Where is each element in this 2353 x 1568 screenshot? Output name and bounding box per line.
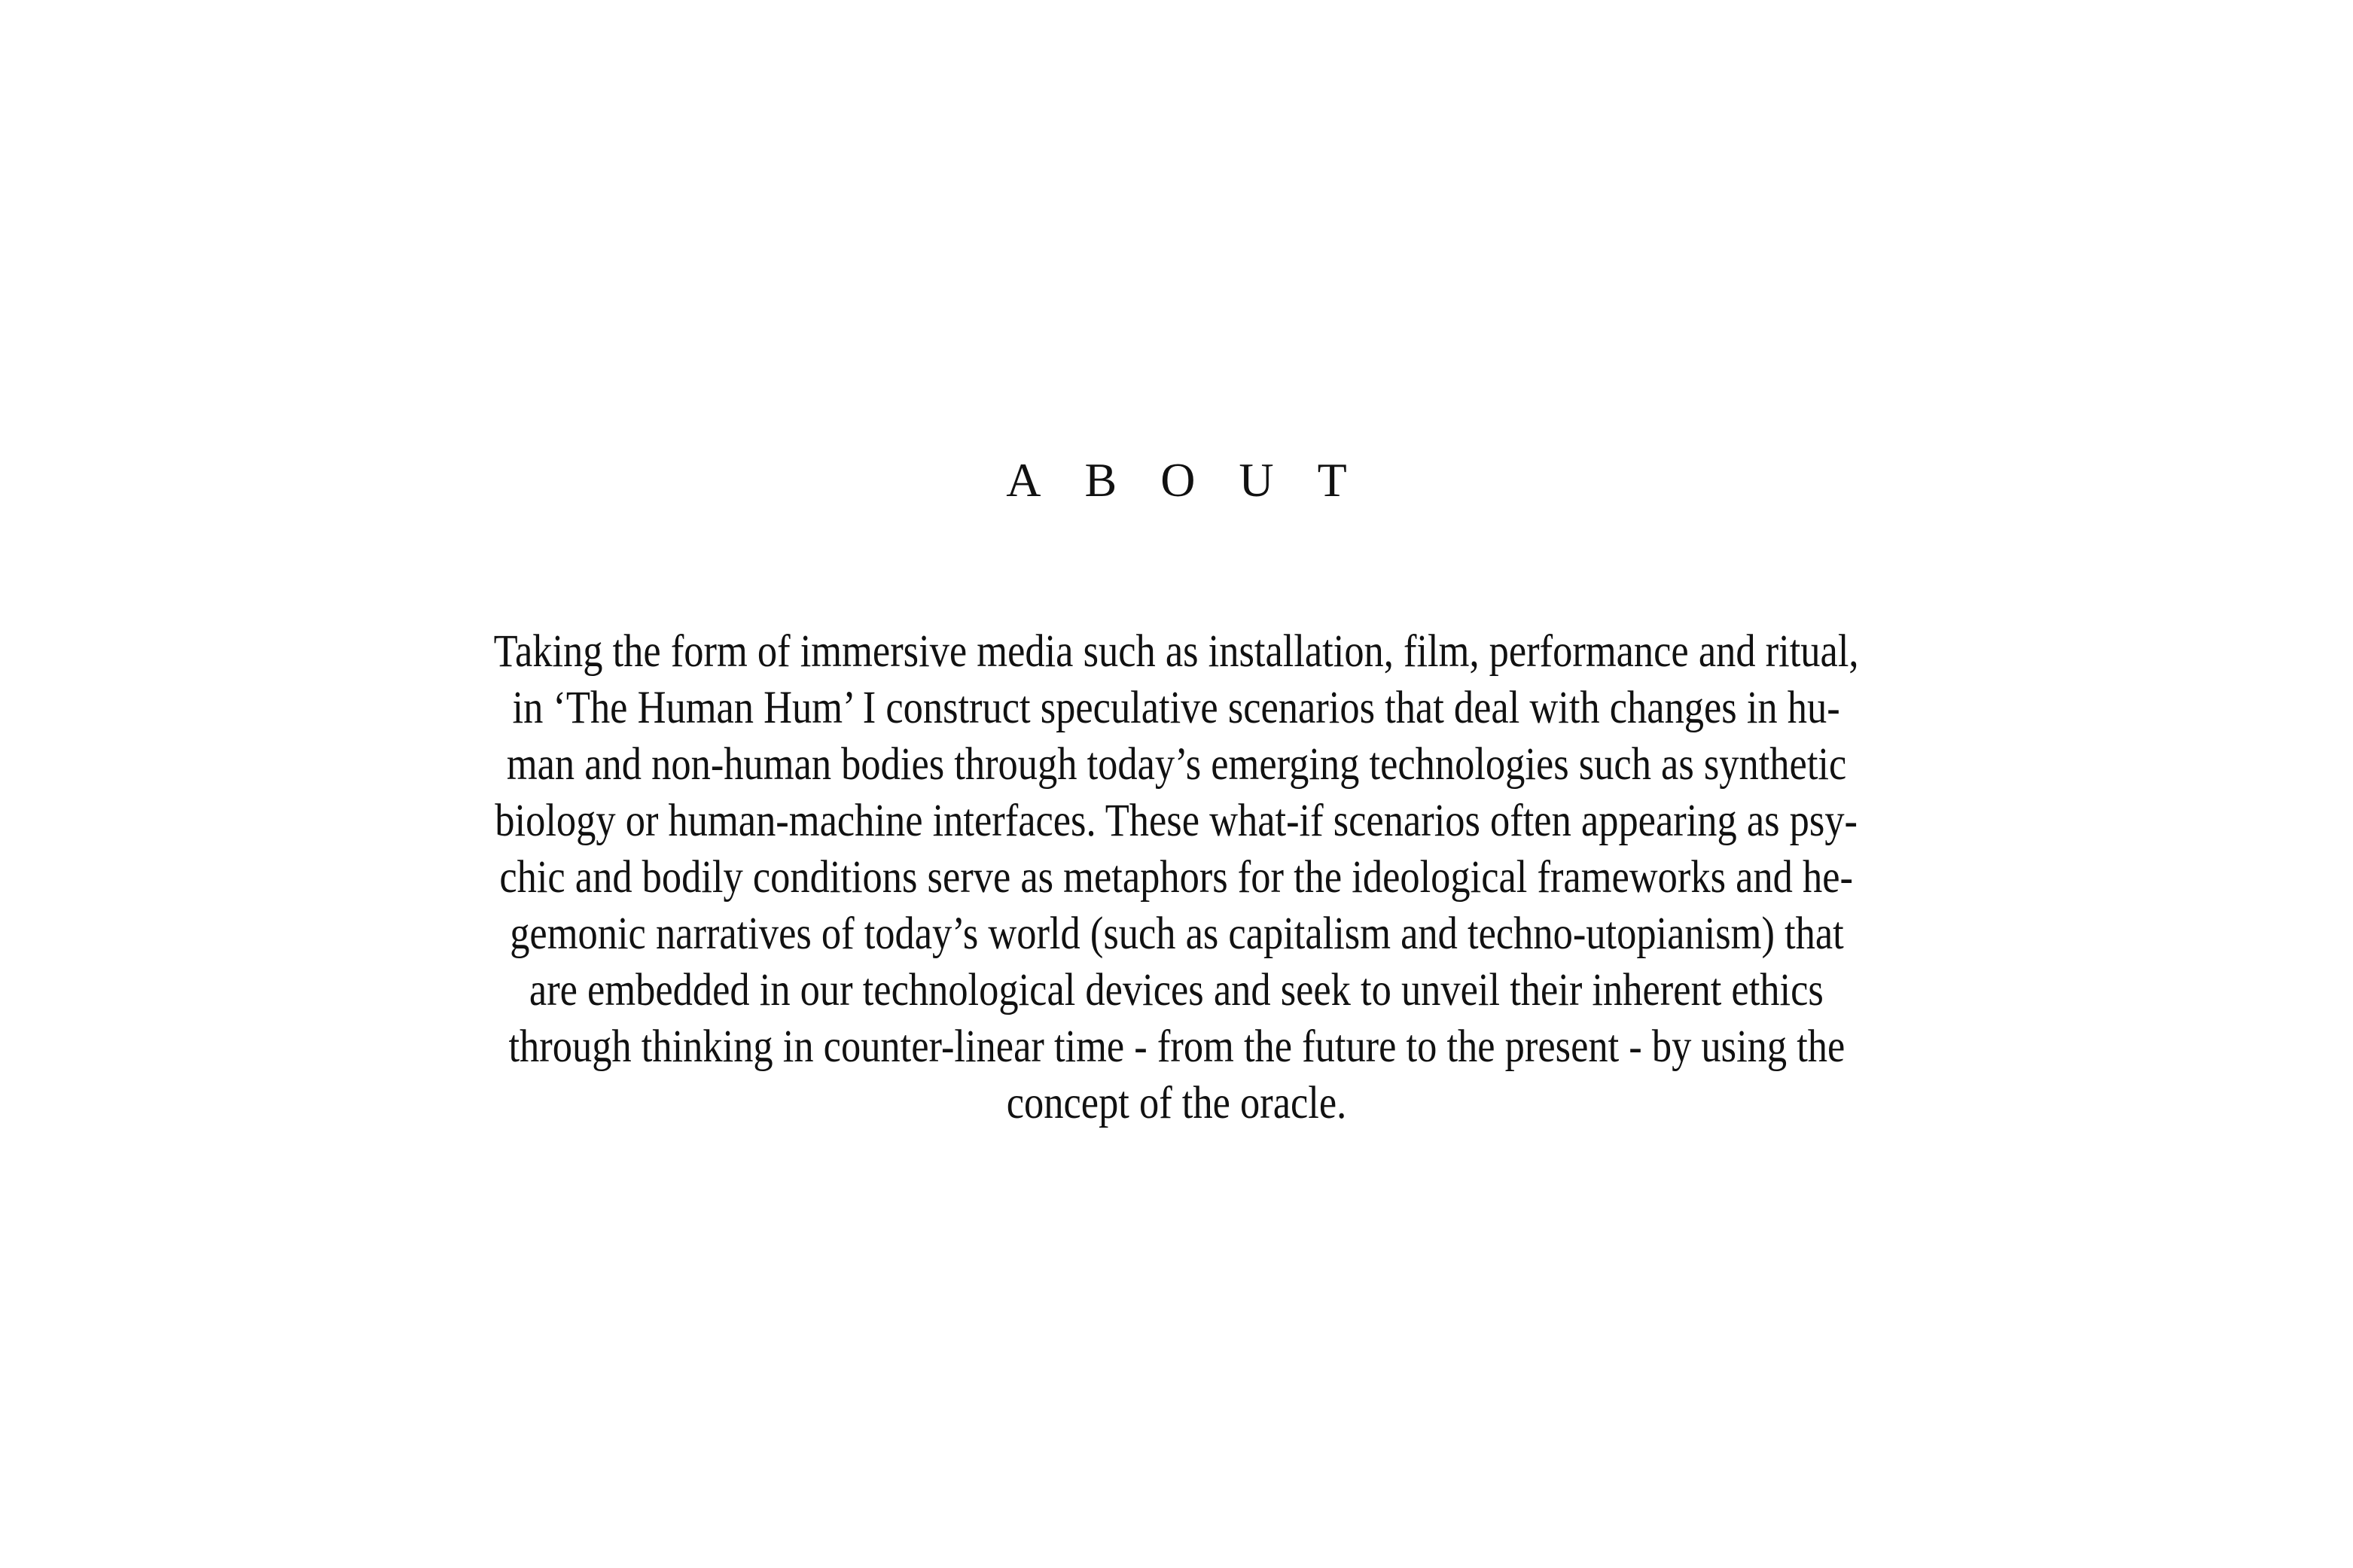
paragraph-line-text: biology or human-machine interfaces. These what-if scenarios often appearing as psy- (495, 796, 1858, 846)
paragraph-line-text: chic and bodily conditions serve as metaphors for the ideological frameworks and he- (499, 852, 1854, 903)
paragraph-line (0, 1018, 2353, 1075)
paragraph-line (0, 623, 2353, 680)
paragraph-line (0, 849, 2353, 906)
paragraph-line-text: through thinking in counter-linear time - from the future to the present - by using the (508, 1021, 1845, 1072)
paragraph-line (0, 680, 2353, 736)
paragraph-line-text: gemonic narratives of today’s world (such as capitalism and techno-utopianism) that (509, 909, 1844, 959)
paragraph-line (0, 736, 2353, 793)
paragraph-line (0, 1075, 2353, 1131)
paragraph-line (0, 962, 2353, 1018)
paragraph-line (0, 793, 2353, 849)
paragraph-line-text: concept of the oracle. (1006, 1078, 1347, 1128)
paragraph-line-text: man and non-human bodies through today’s emerging technologies such as synthetic (506, 739, 1847, 790)
paragraph-line (0, 906, 2353, 962)
page-title: ABOUT (1006, 453, 1391, 507)
paragraph-line-text: Taking the form of immersive media such as installation, film, performance and ritual, (494, 626, 1859, 677)
paragraph-line-text: are embedded in our technological devices and seek to unveil their inherent ethics (529, 965, 1824, 1015)
about-paragraph (0, 623, 2353, 1131)
paragraph-line-text: in ‘The Human Hum’ I construct speculative scenarios that deal with changes in hu- (512, 683, 1841, 733)
